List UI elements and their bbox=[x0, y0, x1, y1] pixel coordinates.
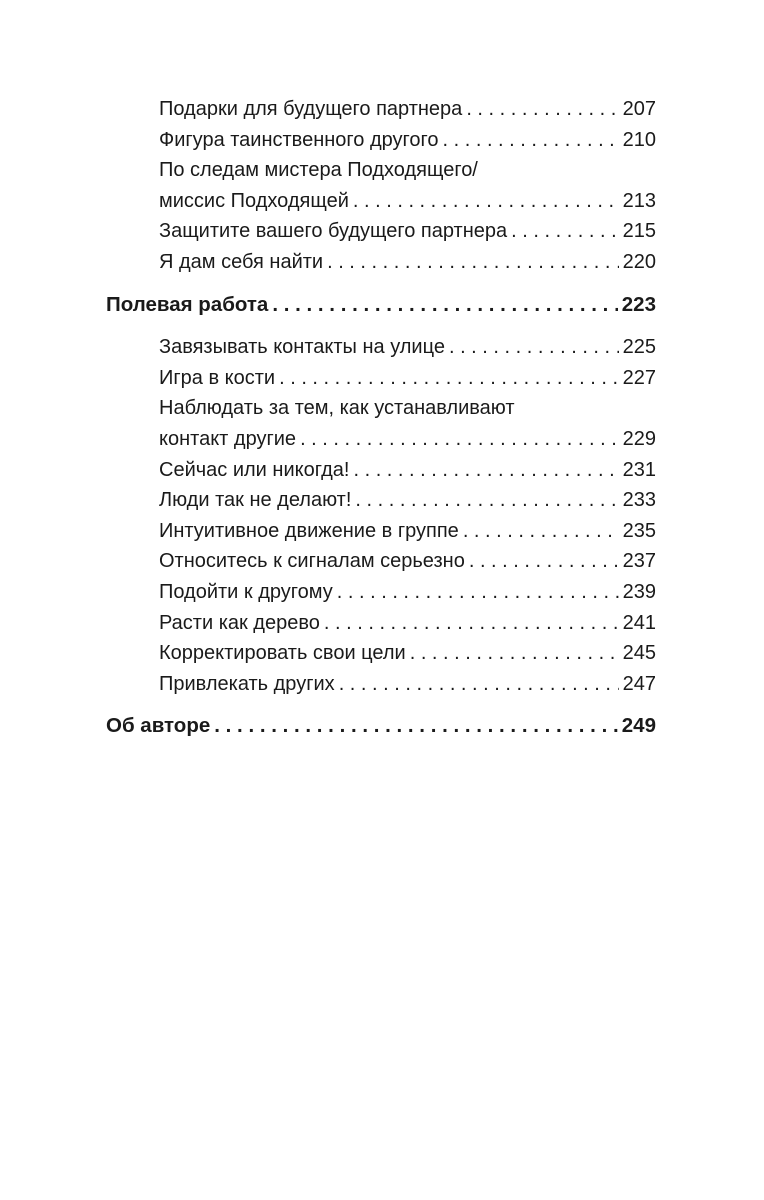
toc-entry bbox=[159, 455, 656, 486]
toc-entry bbox=[159, 363, 656, 394]
toc-entry-page: 210 bbox=[622, 128, 656, 151]
toc-entry bbox=[159, 638, 656, 669]
toc-entry-page: 207 bbox=[622, 98, 656, 120]
toc-entry bbox=[159, 125, 656, 156]
toc-entry bbox=[159, 216, 656, 247]
toc-entry-page: 213 bbox=[622, 189, 656, 212]
toc-entry-page: 229 bbox=[622, 427, 656, 450]
toc-entry-page: 235 bbox=[622, 519, 656, 542]
dot-leader bbox=[353, 455, 618, 486]
toc-entry bbox=[159, 186, 656, 217]
dot-leader bbox=[469, 546, 619, 577]
dot-leader bbox=[353, 186, 619, 217]
dot-leader bbox=[279, 363, 619, 394]
toc-entry bbox=[159, 332, 656, 363]
toc-chapter bbox=[106, 711, 656, 742]
dot-leader bbox=[272, 290, 617, 321]
toc-entry bbox=[159, 424, 656, 455]
toc-entry-title-line1: По следам мистера Подходящего/ bbox=[159, 159, 478, 182]
toc-entry bbox=[159, 516, 656, 547]
toc-chapter-title: Полевая работа bbox=[106, 292, 269, 316]
dot-leader bbox=[337, 577, 619, 608]
toc-entry-page: 237 bbox=[622, 550, 656, 573]
table-of-contents bbox=[0, 94, 764, 742]
toc-entry-title: Защитите вашего будущего партнера bbox=[159, 220, 508, 243]
toc-entry-page: 215 bbox=[622, 220, 656, 243]
dot-leader bbox=[442, 125, 618, 156]
toc-entry bbox=[159, 577, 656, 608]
toc-entry bbox=[159, 485, 656, 516]
dot-leader bbox=[355, 485, 618, 516]
toc-entry-page: 247 bbox=[622, 672, 656, 695]
toc-entry-page: 239 bbox=[622, 580, 656, 603]
toc-entry-title: Подойти к другому bbox=[159, 580, 333, 603]
toc-entry-page: 245 bbox=[622, 642, 656, 665]
toc-entry-title: Интуитивное движение в группе bbox=[159, 519, 459, 542]
toc-entry-title: Люди так не делают! bbox=[159, 489, 352, 512]
toc-chapter-title: Об авторе bbox=[106, 714, 211, 738]
dot-leader bbox=[466, 94, 618, 125]
toc-entry-title: Привлекать других bbox=[159, 672, 335, 695]
toc-entry-title: Относитесь к сигналам серьезно bbox=[159, 550, 465, 573]
toc-entry-title: Корректировать свои цели bbox=[159, 642, 406, 665]
dot-leader bbox=[449, 332, 619, 363]
toc-entry bbox=[159, 247, 656, 278]
dot-leader bbox=[324, 608, 619, 639]
toc-entry bbox=[159, 546, 656, 577]
toc-entry-page: 220 bbox=[622, 250, 656, 273]
dot-leader bbox=[327, 247, 619, 278]
toc-entry-title: Игра в кости bbox=[159, 366, 276, 389]
toc-chapter-page: 249 bbox=[621, 714, 656, 738]
dot-leader bbox=[511, 216, 619, 247]
toc-chapter bbox=[106, 290, 656, 321]
toc-entry-title: Я дам себя найти bbox=[159, 250, 324, 273]
toc-entry-title: Расти как дерево bbox=[159, 611, 320, 634]
dot-leader bbox=[300, 424, 619, 455]
toc-entry bbox=[159, 608, 656, 639]
toc-entry-page: 233 bbox=[622, 489, 656, 512]
toc-entry-title: Завязывать контакты на улице bbox=[159, 336, 445, 359]
toc-entry-page: 241 bbox=[622, 611, 656, 634]
toc-entry-title-line1: Наблюдать за тем, как устанавливают bbox=[159, 397, 515, 420]
dot-leader bbox=[339, 669, 619, 700]
dot-leader bbox=[410, 638, 619, 669]
dot-leader bbox=[214, 711, 618, 742]
toc-chapter-page: 223 bbox=[621, 292, 656, 316]
toc-entry-page: 227 bbox=[622, 366, 656, 389]
toc-entry-page: 231 bbox=[622, 458, 656, 481]
toc-entry bbox=[159, 94, 656, 125]
toc-entry-title: Подарки для будущего партнера bbox=[159, 98, 463, 120]
toc-entry-title: Фигура таинственного другого bbox=[159, 128, 439, 151]
toc-entry-title: контакт другие bbox=[159, 427, 297, 450]
toc-entry-page: 225 bbox=[622, 336, 656, 359]
toc-entry-title: миссис Подходящей bbox=[159, 189, 349, 212]
toc-entry-title: Сейчас или никогда! bbox=[159, 458, 350, 481]
dot-leader bbox=[463, 516, 619, 547]
toc-entry bbox=[159, 669, 656, 700]
